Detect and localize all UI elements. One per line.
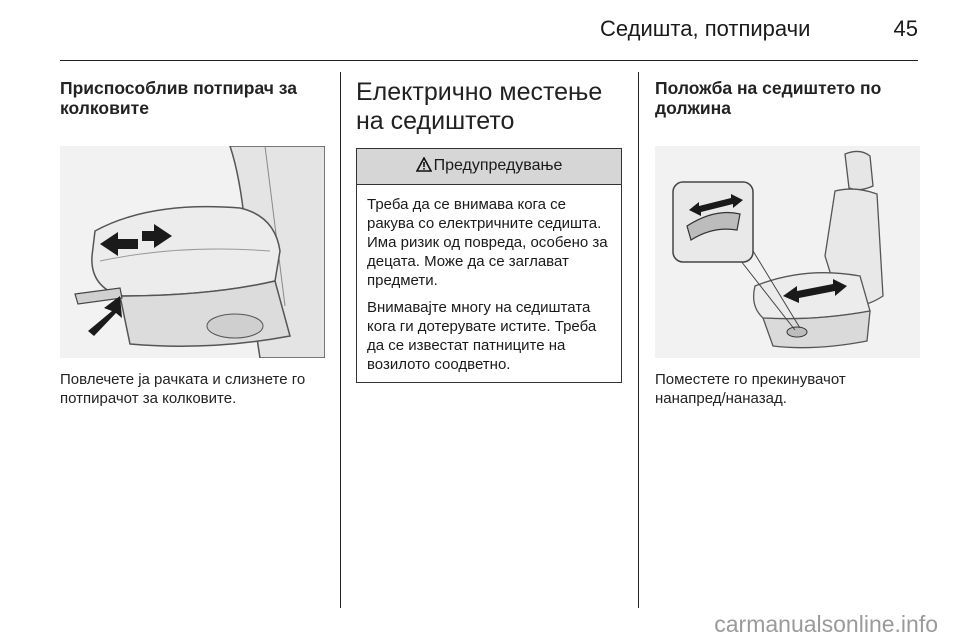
thigh-support-illustration (60, 146, 325, 358)
warning-box (356, 148, 622, 383)
warning-paragraph-2: Внимавајте многу на седиштата кога ги дотерувате истите. Треба да се известат патниците на возилото соодветно. (367, 299, 597, 373)
column-divider-right (638, 72, 639, 608)
column-longitudinal-position (655, 78, 920, 408)
thigh-support-caption: Повлечете ја рачката и слизнете го потпирачот за колковите. (60, 371, 306, 407)
section-heading-electric-seat: Електрично местење на седиштето (356, 78, 603, 135)
warning-triangle-icon (416, 157, 432, 177)
longitudinal-position-illustration (655, 146, 920, 358)
seat-cushion-drawing (60, 146, 325, 358)
warning-title: Предупредување (433, 157, 563, 174)
section-heading-thigh-support: Приспособлив потпирач за колковите (60, 78, 298, 118)
page-number: 45 (893, 16, 918, 41)
column-divider-left (340, 72, 341, 608)
page-header-title: Седишта, потпирачи (600, 16, 811, 41)
column-thigh-support (60, 78, 325, 408)
section-heading-longitudinal-position: Положба на седиштето по должина (655, 78, 882, 118)
warning-header (357, 149, 621, 185)
longitudinal-position-caption: Поместете го прекинувачот нанапред/наназад. (655, 371, 846, 407)
seat-side-drawing (655, 146, 920, 358)
column-electric-seat (356, 78, 622, 383)
warning-body (357, 185, 621, 382)
header-rule (60, 60, 918, 61)
warning-paragraph-1: Треба да се внимава кога се ракува со електричните седишта. Има ризик од повреда, особено за децата. Може да се заглават предмети. (367, 196, 608, 289)
watermark-text: carmanualsonline.info (714, 611, 938, 637)
